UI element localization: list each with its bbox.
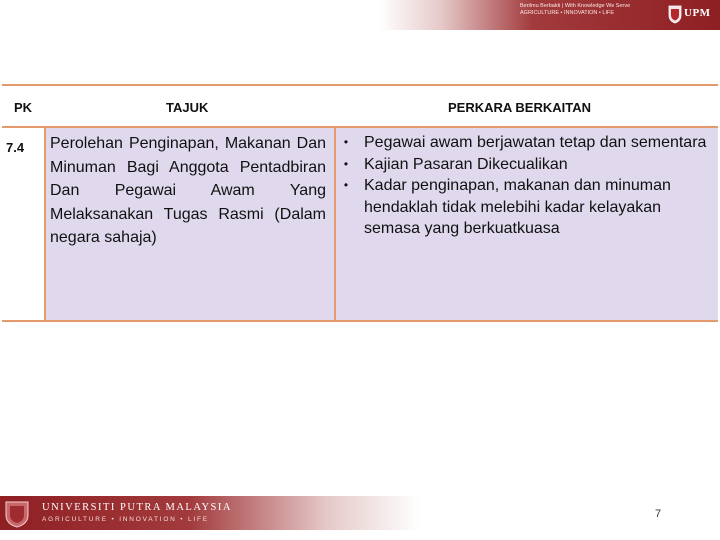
header-perkara: PERKARA BERKAITAN (448, 100, 591, 115)
list-item (340, 132, 714, 154)
cell-pk (2, 128, 44, 320)
bullet-icon: • (343, 156, 349, 171)
perkara-item-text: Kadar penginapan, makanan dan minuman hendaklah tidak melebihi kadar kelayakan semasa yang berkuatkuasa (364, 177, 671, 237)
list-item (340, 175, 714, 240)
cell-perkara (336, 128, 718, 320)
table-row (2, 128, 718, 320)
university-name: UNIVERSITI PUTRA MALAYSIA (42, 502, 232, 513)
university-crest-icon (4, 500, 30, 528)
crest-icon (668, 4, 682, 24)
pk-number: 7.4 (6, 140, 25, 155)
perkara-item-text: Kajian Pasaran Dikecualikan (364, 155, 568, 173)
tagline-line1: Berilmu Berbakti | With Knowledge We Serve (520, 3, 631, 9)
upm-logo (668, 4, 712, 24)
bullet-icon: • (343, 135, 349, 149)
bullet-icon: • (343, 178, 349, 192)
table-top-rule (2, 84, 718, 86)
page-number: 7 (655, 508, 662, 520)
header-pk: PK (14, 100, 33, 115)
tajuk-text: Perolehan Penginapan, Makanan Dan Minuman Bagi Anggota Pentadbiran Dan Pegawai Awam Yang Melaksanakan Tugas Rasmi (Dalam negara sahaja) (50, 135, 326, 246)
banner-tagline (520, 3, 660, 17)
university-motto: AGRICULTURE • INNOVATION • LIFE (42, 516, 209, 523)
header-tajuk: TAJUK (166, 100, 209, 115)
logo-text: UPM (684, 7, 711, 19)
table-bottom-rule (2, 320, 718, 322)
tagline-line2: AGRICULTURE • INNOVATION • LIFE (520, 10, 614, 16)
top-banner (380, 0, 720, 30)
perkara-item-text: Pegawai awam berjawatan tetap dan sementara (364, 134, 707, 151)
cell-tajuk (46, 128, 334, 320)
perkara-list (340, 132, 714, 240)
list-item (340, 154, 714, 176)
footer-banner (0, 496, 420, 530)
